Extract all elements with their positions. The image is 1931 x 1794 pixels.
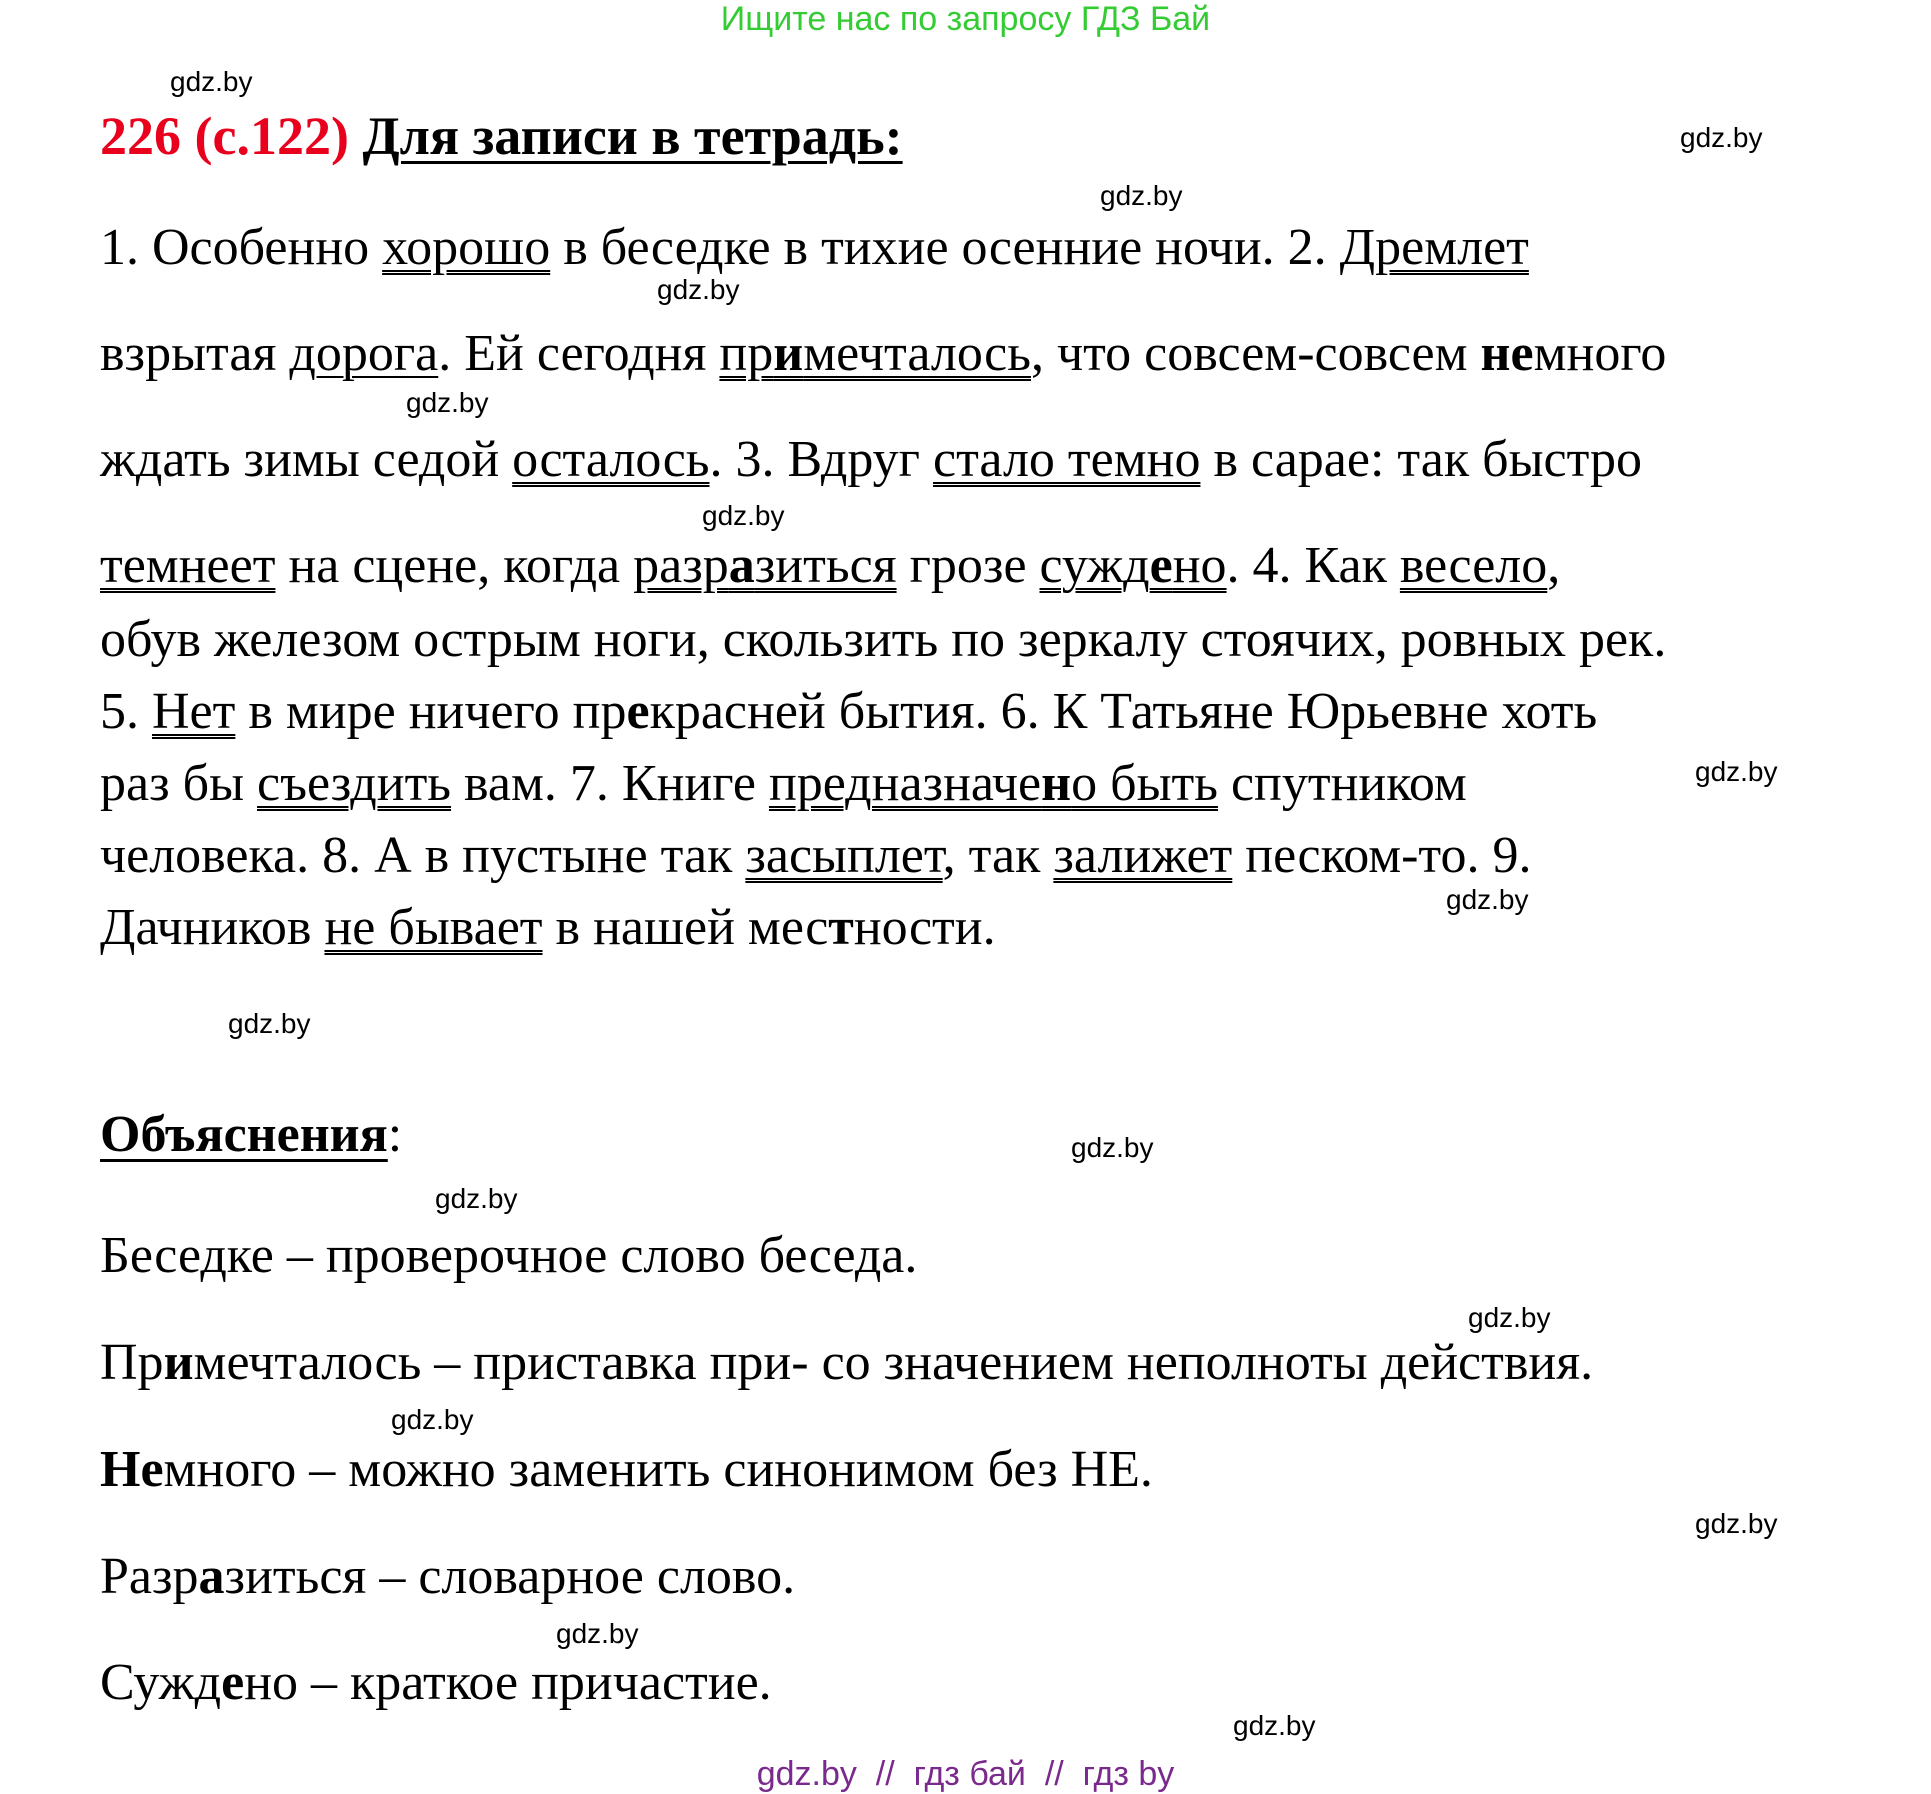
- watermark: gdz.by: [170, 66, 253, 97]
- predicate: [633, 537, 896, 594]
- text-segment: на сцене, когда: [275, 537, 634, 594]
- text-segment: взрытая: [100, 325, 290, 382]
- highlighted-letter: а: [198, 1548, 225, 1605]
- predicate: стало темно: [932, 431, 1201, 488]
- text-line-8: [100, 827, 1532, 884]
- text-segment: но: [1172, 537, 1227, 594]
- text-line-6: [100, 683, 1598, 740]
- text-segment: зиться – словарное слово.: [224, 1548, 796, 1605]
- text-segment: Пр: [100, 1334, 164, 1391]
- footer-links[interactable]: gdz.by // гдз бай // гдз by: [756, 1755, 1175, 1793]
- text-segment: в мире ничего пр: [235, 683, 627, 740]
- explanation-5: [100, 1654, 772, 1711]
- text-segment: 1. Особенно: [100, 219, 383, 276]
- watermark: gdz.by: [228, 1008, 311, 1039]
- exercise-title: [100, 105, 903, 167]
- text-segment: Сужд: [100, 1654, 222, 1711]
- watermark: gdz.by: [1680, 122, 1763, 153]
- text-line-4: [100, 537, 1561, 594]
- predicate: [769, 755, 1218, 812]
- text-segment: вам. 7. Книге: [451, 755, 769, 812]
- text-line-2: [100, 325, 1667, 382]
- text-segment: песком-то. 9.: [1232, 827, 1532, 884]
- text-segment: . Ей сегодня: [438, 325, 720, 382]
- exercise-heading: Для записи в тетрадь:: [362, 106, 903, 166]
- text-segment: сужд: [1039, 537, 1150, 594]
- text-segment: много: [1533, 325, 1667, 382]
- predicate: Дремлет: [1339, 219, 1529, 276]
- watermark: gdz.by: [391, 1404, 474, 1435]
- text-segment: Дачников: [100, 899, 325, 956]
- text-segment: разр: [633, 537, 729, 594]
- text-segment: спутником: [1217, 755, 1467, 812]
- text-line-1: [100, 219, 1529, 276]
- text-segment: мечталось: [803, 325, 1031, 382]
- subject: дорога: [289, 325, 439, 382]
- text-segment: в нашей мес: [542, 899, 829, 956]
- text-segment: 5.: [100, 683, 152, 740]
- highlighted-letter: е: [626, 683, 650, 740]
- text-segment: предназначе: [768, 755, 1042, 812]
- predicate: съездить: [257, 755, 452, 812]
- predicate: осталось: [512, 431, 710, 488]
- predicate: засыплет: [745, 827, 943, 884]
- highlighted-letter: и: [773, 325, 804, 382]
- highlighted-letter: е: [1149, 537, 1173, 594]
- predicate: [719, 325, 1031, 382]
- text-segment: но – краткое причастие.: [244, 1654, 772, 1711]
- text-segment: о быть: [1071, 755, 1218, 812]
- text-segment: ности.: [853, 899, 996, 956]
- explanations-heading: [100, 1105, 402, 1164]
- text-segment: . 3. Вдруг: [709, 431, 933, 488]
- top-banner[interactable]: Ищите нас по запросу ГДЗ Бай: [720, 0, 1211, 38]
- text-segment: ждать зимы седой: [100, 431, 513, 488]
- text-segment: много – можно заменить синонимом без НЕ.: [163, 1441, 1153, 1498]
- text-segment: в сарае: так быстро: [1200, 431, 1642, 488]
- text-segment: Беседке – проверочное слово беседа.: [100, 1227, 918, 1284]
- text-line-7: [100, 755, 1467, 812]
- text-line-3: [100, 431, 1642, 488]
- text-segment: Разр: [100, 1548, 199, 1605]
- explanations-colon: :: [387, 1106, 403, 1163]
- text-segment: зиться: [754, 537, 897, 594]
- highlighted-letter: а: [728, 537, 755, 594]
- watermark: gdz.by: [556, 1618, 639, 1649]
- text-segment: грозе: [896, 537, 1040, 594]
- text-segment: человека. 8. А в пустыне так: [100, 827, 746, 884]
- highlighted-letter: е: [221, 1654, 245, 1711]
- watermark: gdz.by: [1468, 1302, 1551, 1333]
- highlighted-letter: н: [1041, 755, 1072, 812]
- watermark: gdz.by: [1233, 1710, 1316, 1741]
- predicate: не бывает: [324, 899, 543, 956]
- text-line-5: [100, 611, 1667, 668]
- watermark: gdz.by: [1695, 756, 1778, 787]
- explanation-1: [100, 1227, 918, 1284]
- watermark: gdz.by: [1071, 1132, 1154, 1163]
- highlighted-letter: Не: [100, 1441, 164, 1498]
- watermark: gdz.by: [1100, 180, 1183, 211]
- watermark: gdz.by: [406, 387, 489, 418]
- predicate: залижет: [1053, 827, 1233, 884]
- text-line-9: [100, 899, 996, 956]
- text-segment: раз бы: [100, 755, 258, 812]
- exercise-number: 226 (с.122): [100, 106, 349, 166]
- watermark: gdz.by: [702, 500, 785, 531]
- text-segment: пр: [719, 325, 774, 382]
- text-segment: мечталось – приставка при- со значением неполноты действия.: [193, 1334, 1594, 1391]
- watermark: gdz.by: [1695, 1508, 1778, 1539]
- text-segment: красней бытия. 6. К Татьяне Юрьевне хоть: [649, 683, 1598, 740]
- watermark: gdz.by: [435, 1183, 518, 1214]
- text-segment: , что совсем-совсем: [1030, 325, 1481, 382]
- highlighted-letter: и: [163, 1334, 194, 1391]
- text-segment: в беседке в тихие осенние ночи. 2.: [550, 219, 1340, 276]
- predicate: хорошо: [382, 219, 551, 276]
- explanations-title: Объяснения: [100, 1106, 388, 1163]
- text-segment: ,: [1547, 537, 1561, 594]
- predicate: [1040, 537, 1227, 594]
- text-segment: . 4. Как: [1226, 537, 1400, 594]
- text-segment: , так: [942, 827, 1054, 884]
- text-segment: обув железом острым ноги, скользить по зеркалу стоячих, ровных рек.: [100, 611, 1667, 668]
- explanation-3: [100, 1441, 1153, 1498]
- highlighted-letter: т: [828, 899, 854, 956]
- highlighted-letter: не: [1480, 325, 1534, 382]
- explanation-4: [100, 1548, 796, 1605]
- watermark: gdz.by: [657, 274, 740, 305]
- predicate: темнеет: [100, 537, 276, 594]
- explanation-2: [100, 1334, 1594, 1391]
- predicate: весело: [1399, 537, 1548, 594]
- predicate: Нет: [152, 683, 236, 740]
- watermark: gdz.by: [1446, 884, 1529, 915]
